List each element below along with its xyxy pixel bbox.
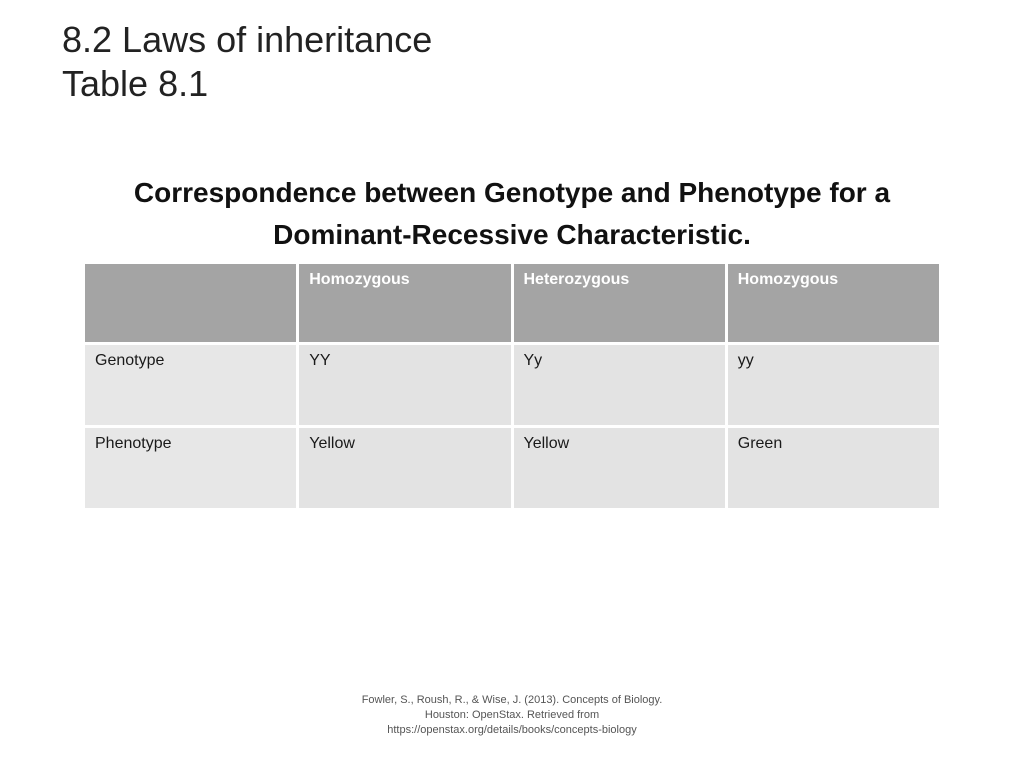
table-cell: YY	[299, 345, 510, 425]
genotype-phenotype-table	[82, 261, 942, 511]
title-line-1: 8.2 Laws of inheritance	[62, 19, 433, 60]
table-row	[85, 428, 939, 508]
header-cell-empty	[85, 264, 296, 342]
table-row	[85, 345, 939, 425]
table-cell: Yellow	[514, 428, 725, 508]
citation-line-2: Houston: OpenStax. Retrieved from	[424, 709, 600, 721]
table-caption: Correspondence between Genotype and Phenotype for a Dominant-Recessive Characteristic.	[133, 177, 891, 250]
slide-title	[62, 18, 432, 106]
citation	[312, 693, 712, 738]
table-header-row	[85, 264, 939, 342]
table-cell: yy	[728, 345, 939, 425]
row-label-genotype: Genotype	[85, 345, 296, 425]
table-cell: Green	[728, 428, 939, 508]
header-cell-heterozygous: Heterozygous	[514, 264, 725, 342]
header-cell-homozygous-recessive: Homozygous	[728, 264, 939, 342]
citation-line-3: https://openstax.org/details/books/concepts-biology	[387, 724, 637, 736]
title-line-2: Table 8.1	[62, 63, 209, 104]
citation-line-1: Fowler, S., Roush, R., & Wise, J. (2013). Concepts of Biology.	[361, 694, 663, 706]
row-label-phenotype: Phenotype	[85, 428, 296, 508]
header-cell-homozygous-dominant: Homozygous	[299, 264, 510, 342]
table-cell: Yy	[514, 345, 725, 425]
table-cell: Yellow	[299, 428, 510, 508]
